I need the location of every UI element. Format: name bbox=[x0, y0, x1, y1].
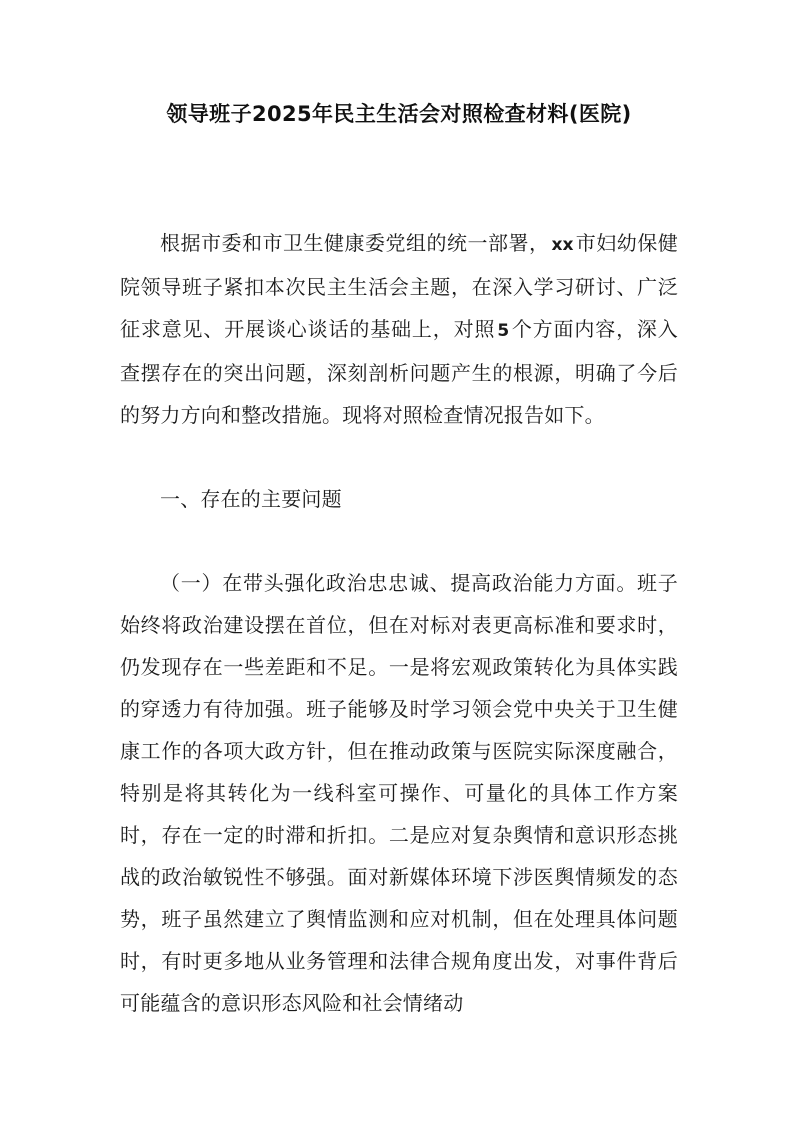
section-heading-one: 一、存在的主要问题 bbox=[160, 487, 342, 511]
document-body bbox=[120, 222, 678, 1024]
intro-segment-1: 根据市委和市卫生健康委党组的统一部署， bbox=[160, 231, 550, 255]
paragraph-gap bbox=[120, 436, 678, 478]
intro-segment-3: 个方面内容，深入查摆存在的突出问题，深刻剖析问题产生的根源，明确了今后的努力方向和整改措施。现将对照检查情况报告如下。 bbox=[120, 317, 678, 427]
intro-segment-2: 市妇幼保健院领导班子紧扣本次民主生活会主题，在深入学习研讨、广泛征求意见、开展谈心谈话的基础上，对照 bbox=[120, 231, 678, 341]
page-title: 领导班子2025年民主生活会对照检查材料(医院) bbox=[166, 102, 632, 126]
intro-paragraph bbox=[120, 222, 678, 436]
subsection-one-paragraph: （一）在带头强化政治忠忠诚、提高政治能力方面。班子始终将政治建设摆在首位，但在对标对表更高标准和要求时，仍发现存在一些差距和不足。一是将宏观政策转化为具体实践的穿透力有待加强。班子能够及时学习领会党中央关于卫生健康工作的各项大政方针，但在推动政策与医院实际深度融合，特别是将其转化为一线科室可操作、可量化的具体工作方案时，存在一定的时滞和折扣。二是应对复杂舆情和意识形态挑战的政治敏锐性不够强。面对新媒体环境下涉医舆情频发的态势，班子虽然建立了舆情监测和应对机制，但在处理具体问题时，有时更多地从业务管理和法律合规角度出发，对事件背后可能蕴含的意识形态风险和社会情绪动 bbox=[120, 571, 678, 1015]
intro-latin-five: 5 bbox=[497, 321, 510, 341]
paragraph-gap bbox=[120, 520, 678, 562]
intro-latin-xx: xx bbox=[551, 235, 574, 255]
